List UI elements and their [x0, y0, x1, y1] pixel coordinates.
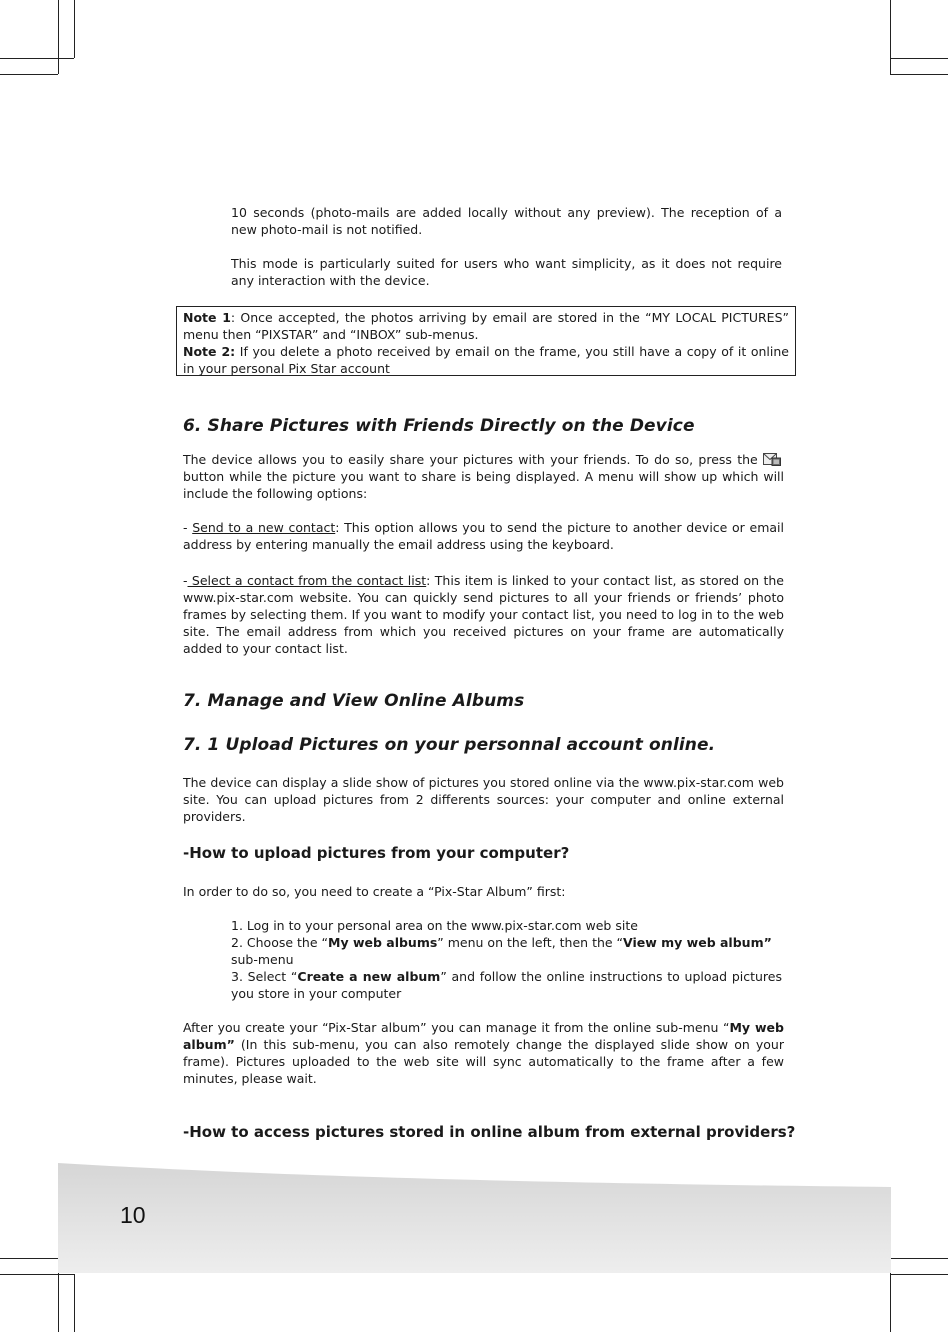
section-6-intro-a: The device allows you to easily share your pictures with your friends. To do so, press the — [183, 452, 758, 467]
crop-mark — [890, 74, 948, 75]
section-7-1-heading: 7. 1 Upload Pictures on your personnal account online. — [183, 735, 716, 755]
after-c: (In this sub-menu, you can also remotely change the displayed slide show on your frame). Pictures uploaded to the web site will sync automatically to the frame after a few minutes, please wait. — [183, 1037, 784, 1086]
option-select-contact — [183, 572, 784, 657]
crop-mark — [0, 74, 58, 75]
step-2-d: View my web album” — [623, 935, 772, 950]
after-b: My web album” — [183, 1020, 784, 1052]
section-7-intro: The device can display a slide show of pictures you stored online via the www.pix-star.com web site. You can upload pictures from 2 differents sources: your computer and online external providers. — [183, 775, 784, 824]
step-2-c: ” menu on the left, then the “ — [437, 935, 624, 950]
intro-paragraph: 10 seconds (photo-mails are added locally without any preview). The reception of a new photo-mail is not notified. — [231, 205, 782, 237]
option-1-link: Send to a new contact — [192, 520, 336, 535]
after-a: After you create your “Pix-Star album” you can manage it from the online sub-menu “ — [183, 1020, 730, 1035]
note-box — [176, 306, 796, 376]
note-1-label: Note 1 — [183, 310, 231, 325]
option-1-text: : This option allows you to send the picture to another device or email address by entering manually the email address using the keyboard. — [183, 520, 784, 552]
note-2-label: Note 2: — [183, 344, 236, 359]
option-2-prefix: - — [183, 573, 188, 588]
upload-intro: In order to do so, you need to create a “Pix-Star Album” first: — [183, 884, 566, 899]
intro-paragraph: This mode is particularly suited for users who want simplicity, as it does not require any interaction with the device. — [231, 256, 782, 288]
step-2-a: 2. Choose the “ — [231, 935, 328, 950]
mail-icon — [763, 453, 781, 466]
external-providers-heading: -How to access pictures stored in online album from external providers? — [183, 1123, 796, 1141]
step-2 — [231, 934, 782, 968]
step-1: 1. Log in to your personal area on the www.pix-star.com web site — [231, 918, 638, 933]
crop-mark — [890, 0, 891, 74]
crop-mark — [74, 1274, 75, 1332]
after-create-paragraph — [183, 1019, 784, 1087]
option-2-link: Select a contact from the contact list — [187, 573, 427, 588]
page-number: 10 — [120, 1202, 146, 1228]
section-6-intro-b: button while the picture you want to share is being displayed. A menu will show up which will include the following options: — [183, 469, 784, 501]
crop-mark — [890, 58, 948, 59]
step-3-a: 3. Select “ — [231, 969, 298, 984]
step-3-c: ” and follow the online instructions to upload pictures you store in your computer — [231, 969, 782, 1001]
step-2-e: sub-menu — [231, 952, 294, 967]
upload-heading: -How to upload pictures from your computer? — [183, 844, 570, 862]
section-7-heading: 7. Manage and View Online Albums — [183, 691, 525, 711]
note-1-text: : Once accepted, the photos arriving by email are stored in the “MY LOCAL PICTURES” menu then “PIXSTAR” and “INBOX” sub-menus. — [183, 310, 789, 342]
section-6-heading: 6. Share Pictures with Friends Directly on the Device — [183, 416, 695, 436]
option-1-prefix: - — [183, 520, 193, 535]
footer-band — [58, 1163, 891, 1273]
note-2-text: If you delete a photo received by email on the frame, you still have a copy of it online in your personal Pix Star account — [183, 344, 789, 376]
crop-mark — [0, 58, 74, 59]
note-2 — [183, 343, 789, 377]
option-2-text: : This item is linked to your contact list, as stored on the www.pix-star.com website. You can quickly send pictures to all your friends or friends’ photo frames by selecting them. If you want to modify your contact list, you need to log in to the web site. The email address from which you received pictures on your frame are automatically added to your contact list. — [183, 573, 784, 656]
option-send-new-contact — [183, 519, 784, 553]
step-3 — [231, 968, 782, 1002]
crop-mark — [0, 1258, 58, 1259]
crop-mark — [74, 0, 75, 58]
crop-mark — [890, 1274, 948, 1275]
note-1 — [183, 309, 789, 343]
step-3-b: Create a new album — [297, 969, 441, 984]
crop-mark — [58, 0, 59, 74]
step-2-b: My web albums — [328, 935, 438, 950]
section-6-intro — [183, 451, 784, 502]
crop-mark — [0, 1274, 74, 1275]
